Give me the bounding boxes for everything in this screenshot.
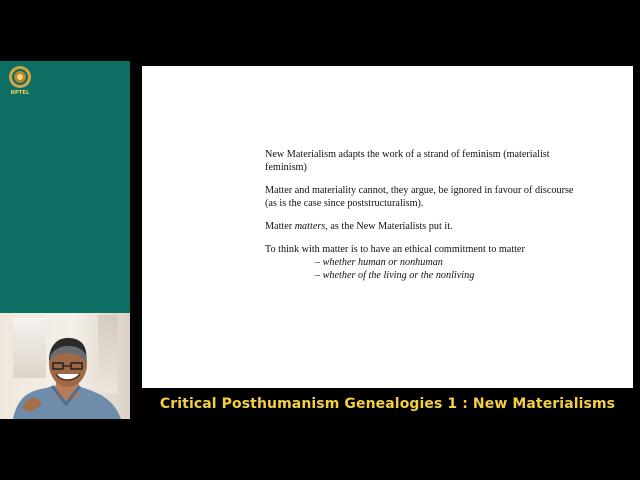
paragraph-text: Matter: [265, 221, 295, 232]
emphasis-text: matters: [294, 221, 326, 232]
paragraph-text: , as the New Materialists put it.: [325, 221, 453, 232]
lecture-caption: Critical Posthumanism Genealogies 1 : New Materialisms: [159, 396, 616, 412]
subpoint: [265, 269, 585, 282]
lecture-video-frame: [0, 61, 640, 419]
left-branding-panel: [0, 61, 130, 313]
subpoint-text: – whether of the living or the nonliving: [315, 270, 475, 281]
slide-content: [265, 148, 585, 292]
slide-paragraph: [265, 243, 585, 282]
nptel-emblem-icon: [9, 66, 31, 88]
subpoint-text: – whether human or nonhuman: [315, 257, 443, 268]
slide-panel: [142, 66, 633, 388]
nptel-logo-text: NPTEL: [10, 90, 30, 96]
nptel-logo: [6, 66, 34, 102]
slide-paragraph: Matter and materiality cannot, they argue, be ignored in favour of discourse (as is the case since poststructuralism).: [265, 185, 574, 209]
speaker-silhouette-icon: [8, 329, 126, 419]
paragraph-text: To think with matter is to have an ethical commitment to matter: [265, 244, 525, 255]
slide-paragraph: [265, 220, 585, 233]
slide-paragraph: New Materialism adapts the work of a strand of feminism (materialist feminism): [265, 149, 550, 173]
speaker-webcam: [0, 313, 130, 419]
subpoint: [265, 256, 585, 269]
